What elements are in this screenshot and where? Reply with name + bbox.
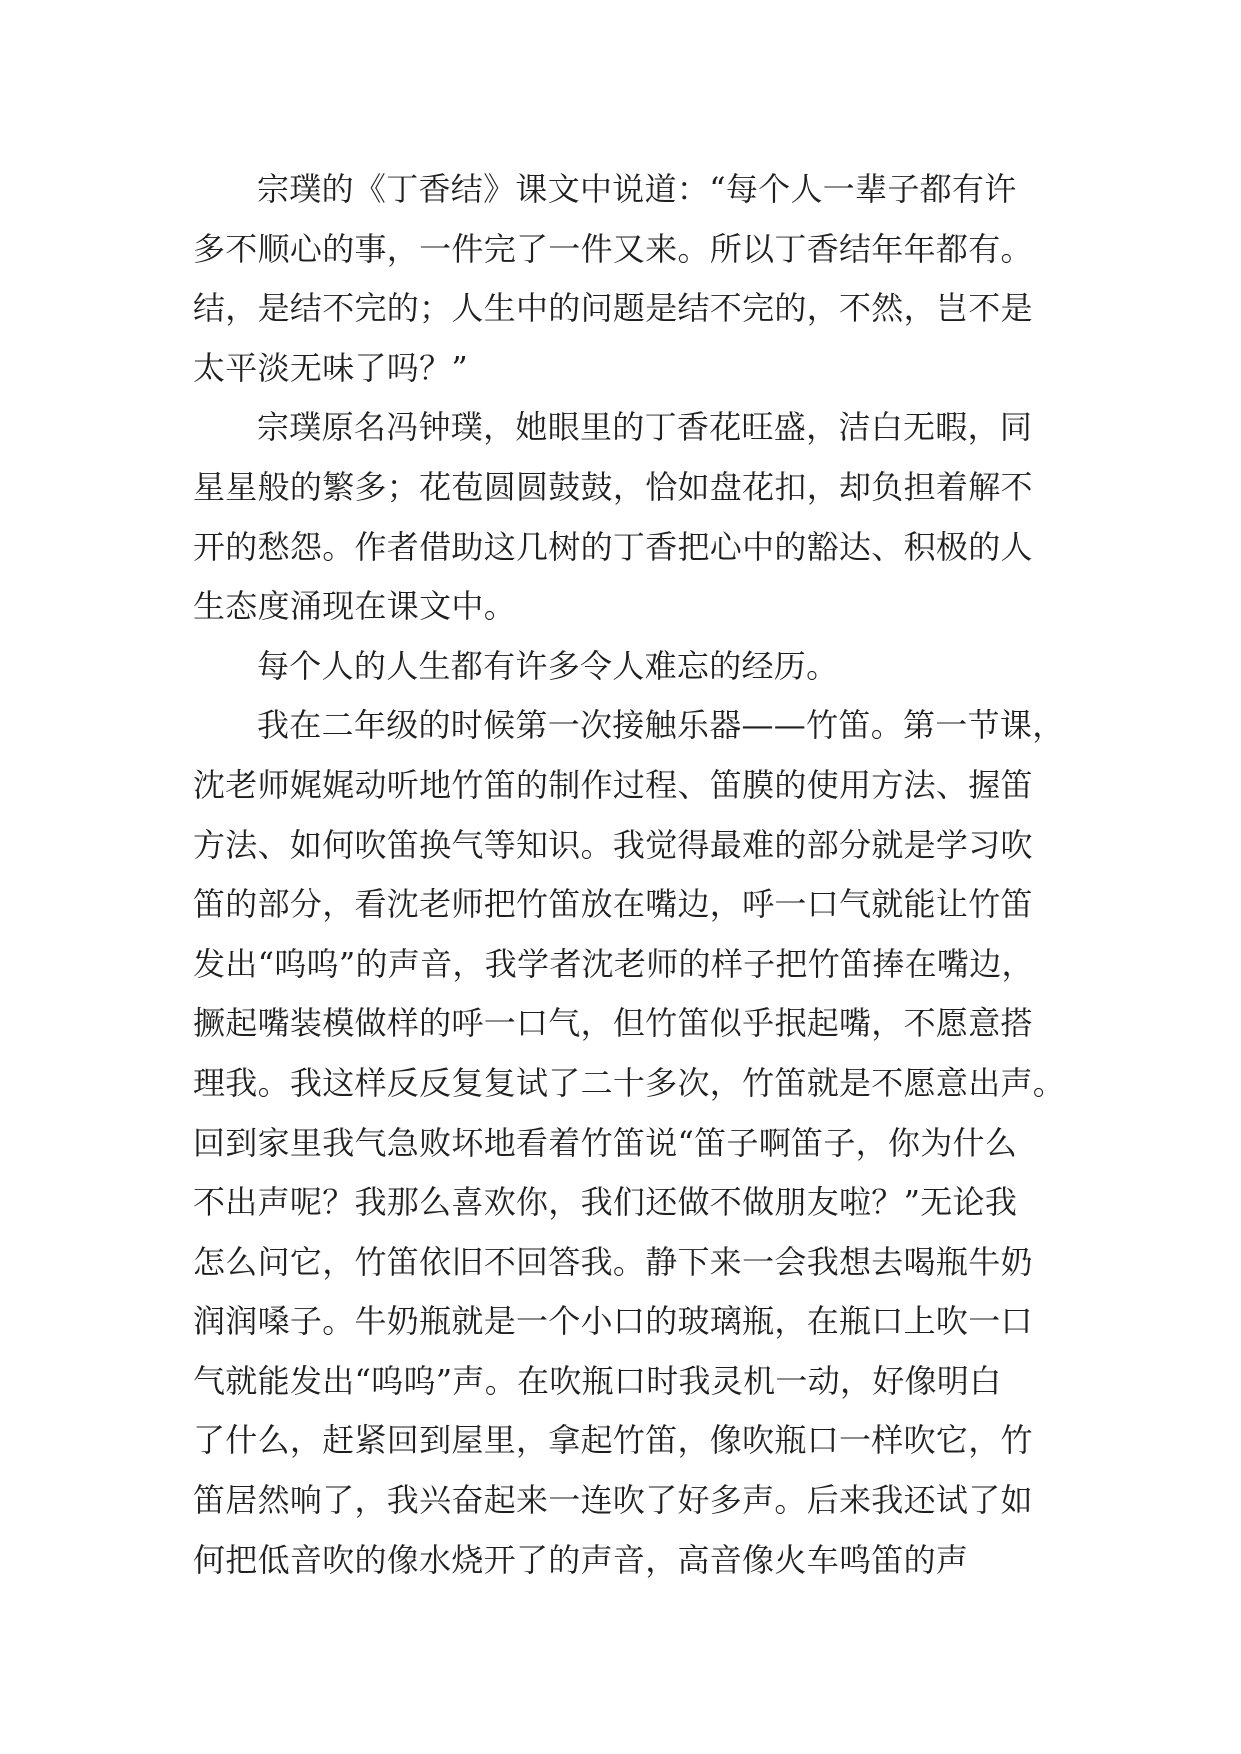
text-line: 怎么问它，竹笛依旧不回答我。静下来一会我想去喝瓶牛奶 <box>193 1242 1033 1281</box>
document-body <box>193 160 1066 1590</box>
text-line: 润润嗓子。牛奶瓶就是一个小口的玻璃瓶，在瓶口上吹一口 <box>193 1302 1033 1341</box>
text-line: 太平淡无味了吗？” <box>193 348 469 387</box>
text-line: 多不顺心的事，一件完了一件又来。所以丁香结年年都有。 <box>193 229 1033 268</box>
text-line: 结，是结不完的；人生中的问题是结不完的，不然，岂不是 <box>193 289 1033 328</box>
text-line: 理我。我这样反反复复试了二十多次，竹笛就是不愿意出声。 <box>193 1063 1066 1102</box>
text-line: 了什么，赶紧回到屋里，拿起竹笛，像吹瓶口一样吹它，竹 <box>193 1421 1033 1460</box>
text-line: 回到家里我气急败坏地看着竹笛说“笛子啊笛子，你为什么 <box>193 1123 1018 1162</box>
text-line: 笛的部分，看沈老师把竹笛放在嘴边，呼一口气就能让竹笛 <box>193 885 1033 924</box>
text-line: 何把低音吹的像水烧开了的声音，高音像火车鸣笛的声 <box>193 1540 969 1579</box>
text-line: 宗璞原名冯钟璞，她眼里的丁香花旺盛，洁白无暇，同 <box>257 408 1033 447</box>
text-line: 我在二年级的时候第一次接触乐器——竹笛。第一节课， <box>257 706 1065 745</box>
text-line: 开的愁怨。作者借助这几树的丁香把心中的豁达、积极的人 <box>193 527 1033 566</box>
text-line: 方法、如何吹笛换气等知识。我觉得最难的部分就是学习吹 <box>193 825 1033 864</box>
text-line: 不出声呢？我那么喜欢你，我们还做不做朋友啦？”无论我 <box>193 1183 1018 1222</box>
text-line: 星星般的繁多；花苞圆圆鼓鼓，恰如盘花扣，却负担着解不 <box>193 467 1033 506</box>
text-line: 气就能发出“呜呜”声。在吹瓶口时我灵机一动，好像明白 <box>193 1361 1002 1400</box>
text-line: 生态度涌现在课文中。 <box>193 587 517 626</box>
text-line: 发出“呜呜”的声音，我学者沈老师的样子把竹笛捧在嘴边， <box>193 944 1034 983</box>
text-line: 宗璞的《丁香结》课文中说道：“每个人一辈子都有许 <box>257 170 1017 208</box>
text-line: 撅起嘴装模做样的呼一口气，但竹笛似乎抿起嘴，不愿意搭 <box>193 1004 1033 1043</box>
text-line: 笛居然响了，我兴奋起来一连吹了好多声。后来我还试了如 <box>193 1481 1033 1520</box>
text-line: 沈老师娓娓动听地竹笛的制作过程、笛膜的使用方法、握笛 <box>193 765 1033 804</box>
text-line: 每个人的人生都有许多令人难忘的经历。 <box>257 646 839 685</box>
